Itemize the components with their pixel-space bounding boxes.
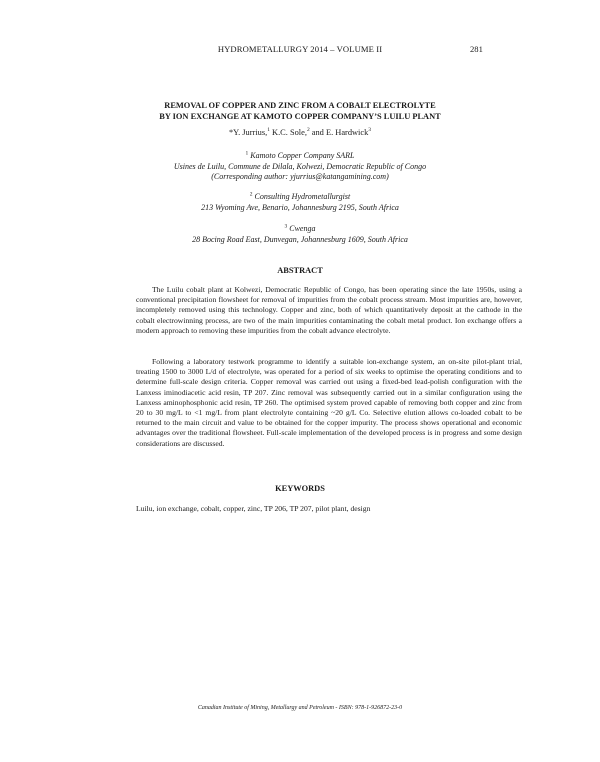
abstract-paragraph-1: The Luilu cobalt plant at Kolwezi, Democratic Republic of Congo, has been operating since the late 1950s, using a conventional precipitation flowsheet for removal of impurities from the cobalt process stream. Most impurities are, however, incompletely removed using this technology. Copper and zinc, both of which quantitatively deposit at the cathode in the cobalt electrowinning process, are two of the main impurities contaminating the cobalt metal product. Ion exchange offers a modern approach to removing these impurities from the cobalt advance electrolyte. (136, 285, 522, 335)
author-3-affiliation: 3 (368, 127, 372, 134)
page-number: 281 (470, 44, 483, 54)
affiliation-3-name: Cwenga (289, 224, 316, 233)
affiliation-1-address: Usines de Luilu, Commune de Dilala, Kolwezi, Democratic Republic of Congo (173, 161, 427, 171)
keywords-heading: KEYWORDS (275, 484, 325, 493)
affiliation-2-address: 213 Wyoming Ave, Benario, Johannesburg 2195, South Africa (201, 202, 399, 212)
affiliation-2: $^2$ Consulting Hydrometallurgist 213 Wyoming Ave, Benario, Johannesburg 2195, South Africa (60, 192, 540, 213)
keywords-list: Luilu, ion exchange, cobalt, copper, zinc, TP 206, TP 207, pilot plant, design (136, 504, 371, 513)
author-1: *Y. Jurrius, (228, 128, 268, 137)
author-2-affiliation: 2 (306, 127, 310, 134)
author-3: and E. Hardwick (309, 128, 369, 137)
author-list (0, 128, 600, 137)
affiliation-1-name: Kamoto Copper Company SARL (250, 151, 355, 160)
author-1-affiliation: 1 (267, 127, 270, 134)
paper-title (90, 100, 510, 122)
page-footer: Canadian Institute of Mining, Metallurgy and Petroleum - ISBN: 978-1-926872-23-0 (197, 705, 403, 711)
affiliation-3: $^3$ Cwenga 28 Bocing Road East, Dunvegan, Johannesburg 1609, South Africa (60, 224, 540, 245)
affiliation-3-address: 28 Bocing Road East, Dunvegan, Johannesburg 1609, South Africa (192, 234, 408, 244)
corresponding-author-note: (Corresponding author: yjurrius@katangamining.com) (211, 172, 389, 182)
abstract-heading: ABSTRACT (277, 266, 323, 275)
title-line-2: BY ION EXCHANGE AT KAMOTO COPPER COMPANY’S LUILU PLANT (159, 112, 441, 121)
author-2: K.C. Sole, (269, 128, 307, 137)
running-header: HYDROMETALLURGY 2014 – VOLUME II (217, 44, 383, 54)
abstract-paragraph-2: Following a laboratory testwork programme to identify a suitable ion-exchange system, an on-site pilot-plant trial, treating 1500 to 3000 L/d of electrolyte, was operated for a period of six weeks to optimise the operating conditions and to determine full-scale design criteria. Copper removal was carried out using a fixed-bed lead-polish configuration with the Lanxess iminodiacetic acid resin, TP 207. Zinc removal was subsequently carried out in a similar configuration using the Lanxess aminophosphonic acid resin, TP 260. The optimised system proved capable of removing both copper and zinc from 20 to 30 mg/L to <1 mg/L from plant electrolyte containing ~20 g/L Co. Selective elution allows co-loaded cobalt to be returned to the main circuit and value to be obtained for the copper impurity. The process shows operational and economic advantages over the traditional flowsheet. Full-scale implementation of the developed process is in progress and some design considerations are discussed. (136, 357, 522, 448)
title-line-1: REMOVAL OF COPPER AND ZINC FROM A COBALT ELECTROLYTE (164, 101, 436, 110)
affiliation-2-name: Consulting Hydrometallurgist (254, 192, 351, 201)
affiliation-1: $^1$ Kamoto Copper Company SARL Usines de Luilu, Commune de Dilala, Kolwezi, Democratic Republic of Congo (Corresponding author: yjurrius@katangamining.com) (60, 151, 540, 183)
